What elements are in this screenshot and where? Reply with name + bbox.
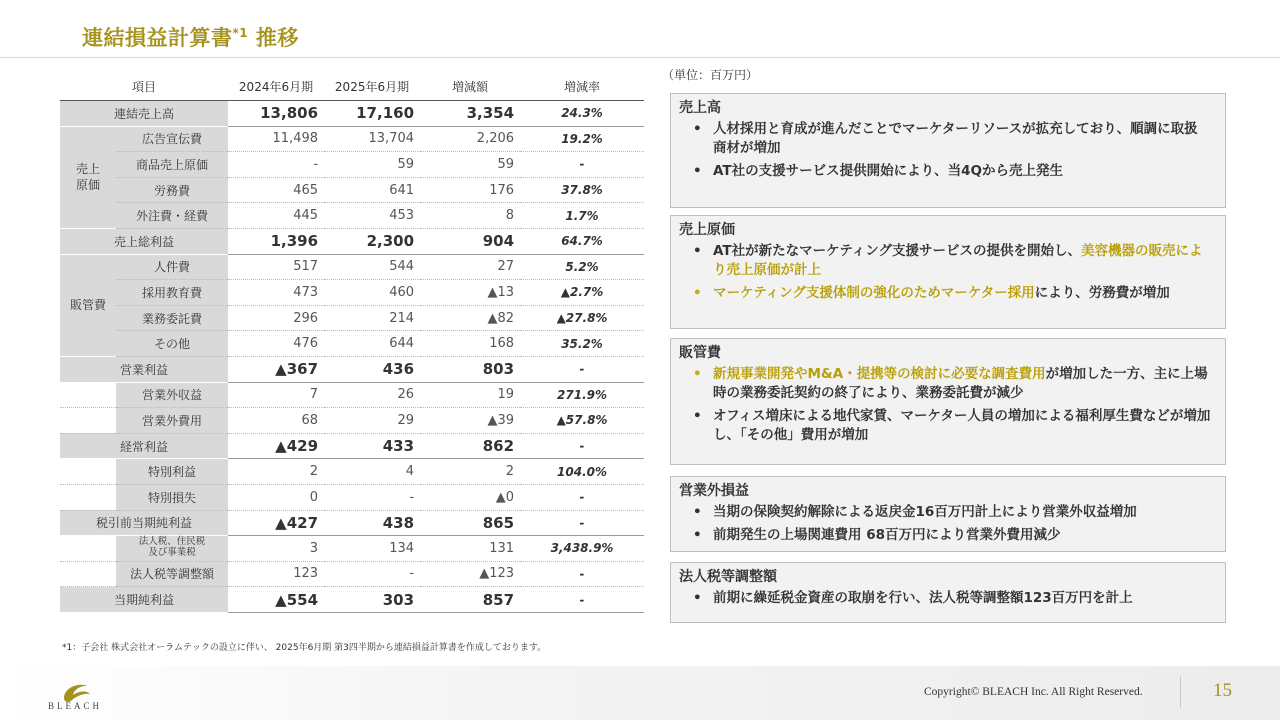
value-diff: ▲123 — [420, 561, 520, 587]
table-row — [60, 254, 644, 280]
box-title: 売上高 — [679, 100, 721, 116]
value-rate: ▲27.8% — [520, 305, 644, 331]
bullet-icon: • — [693, 527, 702, 543]
row-label: 当期純利益 — [60, 587, 228, 613]
value-rate: 35.2% — [520, 331, 644, 357]
value-fy2024: ▲367 — [228, 356, 324, 382]
value-fy2024: 296 — [228, 305, 324, 331]
table-row — [60, 177, 644, 203]
group-label-sga: 販管費 — [60, 254, 116, 356]
value-fy2025: 641 — [324, 177, 420, 203]
box-title: 営業外損益 — [679, 483, 749, 499]
value-diff: 904 — [420, 228, 520, 254]
value-fy2024: 3 — [228, 536, 324, 562]
table-row — [60, 587, 644, 613]
value-fy2025: 433 — [324, 433, 420, 459]
value-diff: 862 — [420, 433, 520, 459]
list-item — [693, 407, 1211, 445]
value-rate: 5.2% — [520, 254, 644, 280]
row-label — [116, 203, 228, 229]
row-label-text: 広告宣伝費 — [142, 132, 203, 147]
row-label — [116, 177, 228, 203]
value-fy2024: 473 — [228, 280, 324, 306]
value-rate: - — [520, 510, 644, 536]
list-item — [693, 365, 1211, 403]
list-item-text: により、労務費が増加 — [1034, 285, 1170, 301]
title-superscript: *1 — [232, 26, 249, 40]
list-item-text: AT社が新たなマーケティング支援サービスの提供を開始し、 — [713, 243, 1081, 259]
list-item — [693, 526, 1211, 545]
row-label: 営業利益 — [60, 356, 228, 382]
header-item: 項目 — [60, 72, 228, 101]
title-divider — [0, 57, 1280, 58]
value-diff: 803 — [420, 356, 520, 382]
box-title: 売上原価 — [679, 222, 735, 238]
value-fy2025: 13,704 — [324, 126, 420, 152]
table-row — [60, 203, 644, 229]
bullet-icon: • — [693, 366, 702, 382]
list-item — [693, 589, 1211, 608]
box-title: 販管費 — [679, 345, 721, 361]
value-fy2024: 123 — [228, 561, 324, 587]
row-label — [116, 408, 228, 434]
bullet-list — [671, 242, 1225, 303]
value-diff: ▲39 — [420, 408, 520, 434]
list-item — [693, 242, 1211, 280]
highlight-text: 美容機器の販売により売上原価が計上 — [713, 243, 1203, 278]
unit-label: （単位：百万円） — [662, 68, 759, 82]
value-fy2024: ▲427 — [228, 510, 324, 536]
table-row — [60, 331, 644, 357]
value-diff: 857 — [420, 587, 520, 613]
value-fy2025: 453 — [324, 203, 420, 229]
table-row — [60, 356, 644, 382]
indent-spacer — [60, 561, 116, 587]
value-fy2024: - — [228, 152, 324, 178]
value-fy2025: 214 — [324, 305, 420, 331]
list-item — [693, 284, 1211, 303]
table-row — [60, 433, 644, 459]
value-diff: ▲13 — [420, 280, 520, 306]
header-fy2024: 2024年6月期 — [228, 72, 324, 101]
value-rate: 3,438.9% — [520, 536, 644, 562]
value-rate: 24.3% — [520, 101, 644, 127]
value-fy2025: 17,160 — [324, 101, 420, 127]
income-statement-table — [60, 72, 644, 613]
row-label — [116, 280, 228, 306]
value-diff: 176 — [420, 177, 520, 203]
row-label — [116, 126, 228, 152]
value-fy2024: 7 — [228, 382, 324, 408]
row-label — [116, 382, 228, 408]
bullet-icon: • — [693, 285, 702, 301]
value-diff: ▲0 — [420, 484, 520, 510]
list-item-text: 前期発生の上場関連費用 68百万円により営業外費用減少 — [713, 527, 1061, 543]
value-fy2025: - — [324, 561, 420, 587]
row-label — [116, 331, 228, 357]
bullet-icon: • — [693, 243, 702, 259]
row-label — [116, 561, 228, 587]
table-row — [60, 382, 644, 408]
value-diff: 2,206 — [420, 126, 520, 152]
value-fy2025: 438 — [324, 510, 420, 536]
indent-spacer — [60, 459, 116, 485]
row-label-text: 労務費 — [154, 183, 191, 198]
page-number-divider — [1180, 676, 1181, 708]
value-diff: 865 — [420, 510, 520, 536]
box-taxadj — [670, 562, 1226, 623]
table-row — [60, 408, 644, 434]
row-label — [116, 484, 228, 510]
value-fy2024: 13,806 — [228, 101, 324, 127]
value-rate: - — [520, 561, 644, 587]
bullet-list — [671, 365, 1225, 445]
value-diff: 27 — [420, 254, 520, 280]
highlight-text: 新規事業開発やM&A・提携等の検討に必要な調査費用 — [713, 366, 1046, 382]
footnote: *1：子会社 株式会社オーラムテックの設立に伴い、 2025年6月期 第3四半期から連結損益計算書を作成しております。 — [62, 643, 547, 653]
row-label-text: 営業外収益 — [142, 388, 203, 403]
value-diff: 2 — [420, 459, 520, 485]
box-sales — [670, 93, 1226, 208]
header-diff: 増減額 — [420, 72, 520, 101]
value-fy2024: 517 — [228, 254, 324, 280]
bullet-list — [671, 503, 1225, 545]
table-row — [60, 101, 644, 127]
box-nonop — [670, 476, 1226, 552]
value-fy2025: 29 — [324, 408, 420, 434]
copyright: Copyright© BLEACH Inc. All Right Reserved. — [924, 686, 1143, 698]
value-rate: - — [520, 484, 644, 510]
value-fy2025: 4 — [324, 459, 420, 485]
value-diff: 131 — [420, 536, 520, 562]
value-diff: 19 — [420, 382, 520, 408]
list-item-text: AT社の支援サービス提供開始により、当4Qから売上発生 — [713, 163, 1063, 179]
value-diff: ▲82 — [420, 305, 520, 331]
value-diff: 168 — [420, 331, 520, 357]
row-label-text: その他 — [154, 337, 191, 352]
value-fy2024: 2 — [228, 459, 324, 485]
value-rate: 37.8% — [520, 177, 644, 203]
value-fy2025: 59 — [324, 152, 420, 178]
table-row — [60, 510, 644, 536]
value-fy2025: 134 — [324, 536, 420, 562]
value-fy2025: 436 — [324, 356, 420, 382]
row-label-text: 人件費 — [154, 260, 191, 275]
table-row — [60, 484, 644, 510]
value-fy2025: 2,300 — [324, 228, 420, 254]
value-fy2024: 68 — [228, 408, 324, 434]
row-label-text: 特別損失 — [148, 490, 197, 505]
row-label-text: 業務委託費 — [142, 311, 203, 326]
value-fy2025: 460 — [324, 280, 420, 306]
value-fy2024: 476 — [228, 331, 324, 357]
row-label-text: 法人税等調整額 — [130, 567, 215, 582]
box-sga — [670, 338, 1226, 465]
page-number: 15 — [1213, 680, 1232, 701]
value-rate: - — [520, 152, 644, 178]
table-row — [60, 536, 644, 562]
value-diff: 3,354 — [420, 101, 520, 127]
list-item-text: 当期の保険契約解除による返戻金16百万円計上により営業外収益増加 — [713, 504, 1137, 520]
value-fy2024: ▲554 — [228, 587, 324, 613]
bullet-icon: • — [693, 121, 702, 137]
bullet-icon: • — [693, 408, 702, 424]
table-row — [60, 126, 644, 152]
value-fy2025: - — [324, 484, 420, 510]
list-item-text: オフィス増床による地代家賃、マーケター人員の増加による福利厚生費などが増加し、「その他」費用が増加 — [713, 408, 1211, 443]
value-diff: 8 — [420, 203, 520, 229]
row-label — [116, 459, 228, 485]
value-fy2025: 26 — [324, 382, 420, 408]
group-label-cogs — [60, 126, 116, 228]
value-rate: 271.9% — [520, 382, 644, 408]
table-row — [60, 280, 644, 306]
box-cogs — [670, 215, 1226, 329]
bullet-icon: • — [693, 163, 702, 179]
title-suffix: 推移 — [248, 26, 299, 50]
page-title — [82, 22, 299, 52]
row-label: 売上総利益 — [60, 228, 228, 254]
group-label-cogs-text: 売上 原価 — [75, 162, 100, 193]
row-label — [116, 536, 228, 562]
table-row — [60, 305, 644, 331]
value-fy2025: 644 — [324, 331, 420, 357]
row-label-text-line2: 及び事業税 — [148, 547, 196, 559]
value-rate: ▲57.8% — [520, 408, 644, 434]
value-fy2025: 303 — [324, 587, 420, 613]
value-fy2024: 445 — [228, 203, 324, 229]
value-fy2024: 1,396 — [228, 228, 324, 254]
row-label — [116, 152, 228, 178]
row-label: 税引前当期純利益 — [60, 510, 228, 536]
table-row — [60, 561, 644, 587]
row-label-text: 採用教育費 — [142, 285, 203, 300]
value-fy2024: ▲429 — [228, 433, 324, 459]
list-item — [693, 162, 1211, 181]
header-rate: 増減率 — [520, 72, 644, 101]
bullet-icon: • — [693, 504, 702, 520]
row-label-text: 営業外費用 — [142, 413, 203, 428]
list-item-text: が増加した一方、主に上場時の業務委託契約の終了により、業務委託費が減少 — [713, 366, 1208, 401]
row-label-text: 商品売上原価 — [136, 157, 209, 172]
value-rate: ▲2.7% — [520, 280, 644, 306]
table-row — [60, 152, 644, 178]
bullet-icon: • — [693, 590, 702, 606]
list-item-text: 人材採用と育成が進んだことでマーケターリソースが拡充しており、順調に取扱商材が増加 — [713, 121, 1198, 156]
header-fy2025: 2025年6月期 — [324, 72, 420, 101]
brand-name: BLEACH — [48, 701, 102, 711]
highlight-text: マーケティング支援体制の強化のためマーケター採用 — [713, 285, 1035, 301]
bullet-list — [671, 589, 1225, 608]
row-label — [116, 254, 228, 280]
value-diff: 59 — [420, 152, 520, 178]
value-fy2024: 11,498 — [228, 126, 324, 152]
row-label-text: 特別利益 — [148, 465, 197, 480]
indent-spacer — [60, 536, 116, 562]
value-rate: 64.7% — [520, 228, 644, 254]
table-header-row — [60, 72, 644, 101]
list-item — [693, 503, 1211, 522]
value-fy2024: 0 — [228, 484, 324, 510]
value-rate: 1.7% — [520, 203, 644, 229]
value-rate: 19.2% — [520, 126, 644, 152]
row-label: 経常利益 — [60, 433, 228, 459]
indent-spacer — [60, 382, 116, 408]
indent-spacer — [60, 408, 116, 434]
row-label-text: 外注費・経費 — [136, 209, 209, 224]
value-rate: - — [520, 433, 644, 459]
row-label-text-line1: 法人税、住民税 — [138, 536, 206, 548]
list-item — [693, 120, 1211, 158]
value-rate: - — [520, 356, 644, 382]
value-fy2025: 544 — [324, 254, 420, 280]
row-label: 連結売上高 — [60, 101, 228, 127]
table-row — [60, 459, 644, 485]
indent-spacer — [60, 484, 116, 510]
list-item-text: 前期に繰延税金資産の取崩を行い、法人税等調整額123百万円を計上 — [713, 590, 1133, 606]
value-fy2024: 465 — [228, 177, 324, 203]
value-rate: 104.0% — [520, 459, 644, 485]
table-row — [60, 228, 644, 254]
box-title: 法人税等調整額 — [679, 569, 777, 585]
value-rate: - — [520, 587, 644, 613]
title-main: 連結損益計算書 — [82, 26, 233, 50]
bullet-list — [671, 120, 1225, 181]
row-label — [116, 305, 228, 331]
